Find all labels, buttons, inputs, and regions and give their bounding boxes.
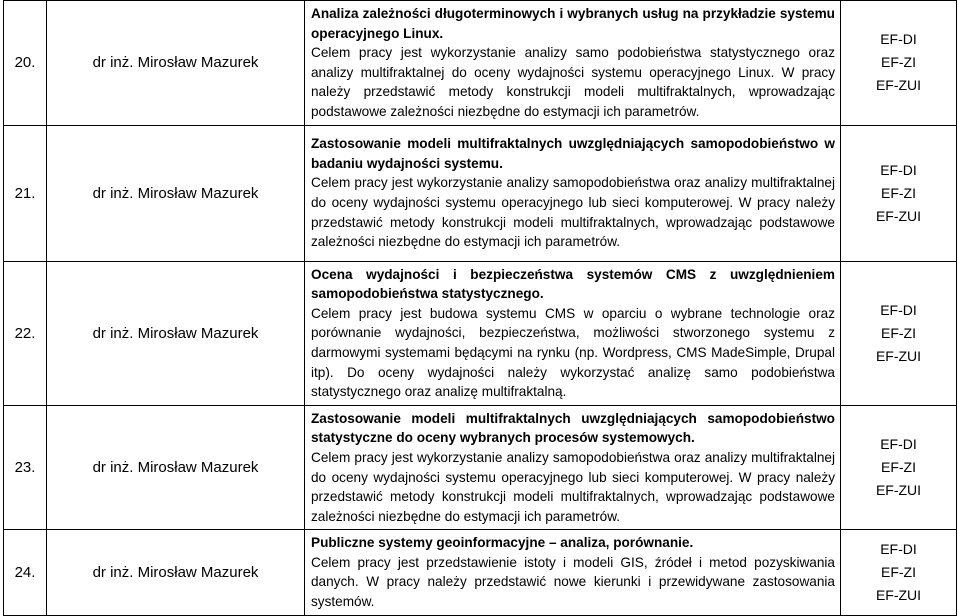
code-label: EF-ZUI	[875, 207, 922, 224]
table-row	[4, 1, 957, 126]
codes-cell	[841, 405, 957, 530]
row-number: 24.	[4, 530, 47, 615]
topic-description: Celem pracy jest wykorzystanie analizy samopodobieństwa oraz analizy multifraktalnej do oceny wydajności systemu operacyjnego lub sieci komputerowej. W pracy należy przedstawić metody konstrukcji modeli multifraktalnych, wprowadzając podstawowe zależności niezbędne do estymacji ich parametrów.	[311, 449, 835, 524]
supervisor-name: dr inż. Mirosław Mazurek	[47, 1, 305, 126]
supervisor-name: dr inż. Mirosław Mazurek	[47, 125, 305, 261]
codes-cell	[841, 1, 957, 126]
table-row	[4, 405, 957, 530]
codes-cell	[841, 261, 957, 405]
code-label: EF-DI	[880, 301, 917, 318]
code-label: EF-ZI	[881, 563, 916, 580]
code-label: EF-ZUI	[875, 586, 922, 603]
table-row	[4, 261, 957, 405]
table-row	[4, 125, 957, 261]
topic-title: Zastosowanie modeli multifraktalnych uwzględniających samopodobieństwo w badaniu wydajności systemu.	[311, 136, 835, 171]
code-label: EF-DI	[880, 436, 917, 452]
thesis-topics-table	[3, 0, 957, 616]
code-label: EF-ZUI	[875, 347, 922, 364]
topic-cell	[305, 530, 841, 615]
topic-title: Ocena wydajności i bezpieczeństwa systemów CMS z uwzględnieniem samopodobieństwa statystycznego.	[311, 266, 835, 302]
code-label: EF-ZI	[881, 184, 916, 201]
topic-title: Analiza zależności długoterminowych i wybranych usług na przykładzie systemu operacyjnego Linux.	[311, 6, 835, 41]
code-label: EF-DI	[880, 31, 917, 48]
row-number: 23.	[4, 405, 47, 530]
supervisor-name: dr inż. Mirosław Mazurek	[47, 405, 305, 530]
topic-description: Celem pracy jest wykorzystanie analizy samopodobieństwa oraz analizy multifraktalnej do oceny wydajności systemu operacyjnego lub sieci komputerowej. W pracy należy przedstawić metody konstrukcji modeli multifraktalnych, wprowadzając podstawowe zależności niezbędne do estymacji ich parametrów.	[311, 175, 835, 250]
row-number: 20.	[4, 1, 47, 126]
topic-title: Zastosowanie modeli multifraktalnych uwzględniających samopodobieństwo statystyczne do oceny wybranych procesów systemowych.	[311, 410, 835, 446]
code-label: EF-ZUI	[875, 77, 922, 94]
topic-description: Celem pracy jest wykorzystanie analizy samo podobieństwa statystycznego oraz analizy multifraktalnej do oceny wydajności systemu operacyjnego Linux. W pracy należy przedstawić metody konstrukcji modeli multifraktalnych, wprowadzając podstawowe zależności niezbędne do estymacji ich parametrów.	[311, 45, 835, 119]
codes-cell	[841, 125, 957, 261]
topic-description: Celem pracy jest przedstawienie istoty i modeli GIS, źródeł i metod pozyskiwania danych. W pracy należy przedstawić nowe kierunki i przewidywane zastosowania systemów.	[311, 554, 835, 610]
code-label: EF-ZI	[881, 54, 916, 71]
codes-cell	[841, 530, 957, 615]
topic-title: Publiczne systemy geoinformacyjne – analiza, porównanie.	[311, 535, 694, 551]
code-label: EF-ZI	[881, 324, 916, 341]
row-number: 21.	[4, 125, 47, 261]
code-label: EF-ZUI	[875, 482, 922, 498]
topic-cell	[305, 261, 841, 405]
topic-cell	[305, 405, 841, 530]
table-row	[4, 530, 957, 615]
topic-description: Celem pracy jest budowa systemu CMS w oparciu o wybrane technologie oraz porównanie wydajności, bezpieczeństwa, możliwości stworzonego systemu z darmowymi systemami będącymi na rynku (np. Wordpress, CMS MadeSimple, Drupal itp). Do oceny wydajności należy wykorzystać analizę samo podobieństwa statystycznego oraz analizę multifraktalną.	[311, 305, 835, 400]
code-label: EF-DI	[880, 161, 917, 178]
code-label: EF-ZI	[881, 459, 916, 475]
topic-cell	[305, 125, 841, 261]
row-number: 22.	[4, 261, 47, 405]
supervisor-name: dr inż. Mirosław Mazurek	[47, 261, 305, 405]
topic-cell	[305, 1, 841, 126]
supervisor-name: dr inż. Mirosław Mazurek	[47, 530, 305, 615]
code-label: EF-DI	[880, 540, 917, 557]
